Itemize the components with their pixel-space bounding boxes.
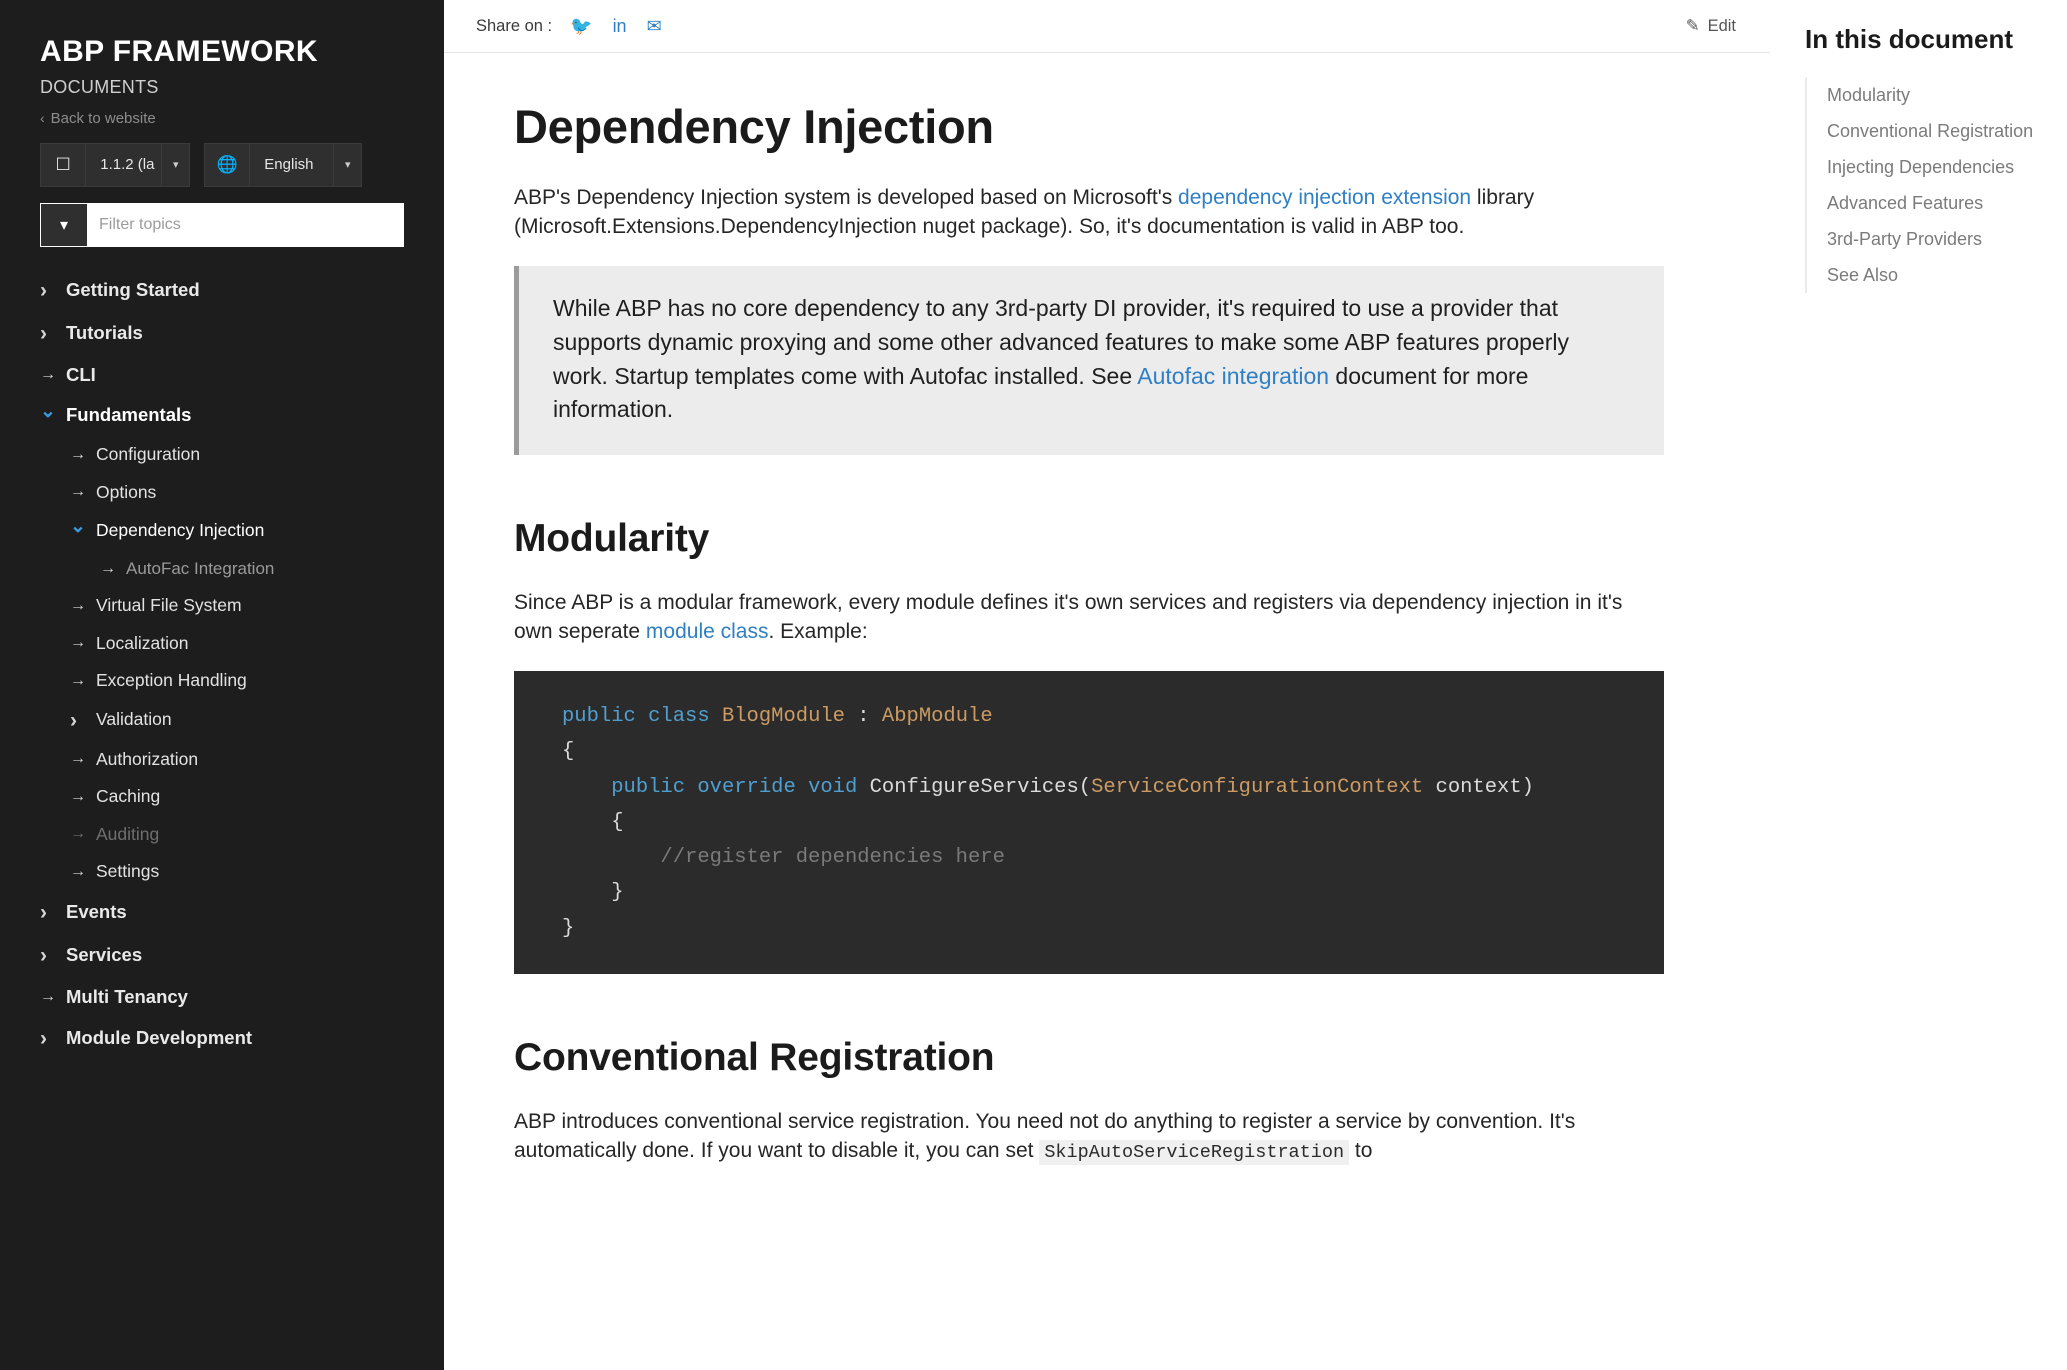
sidebar-item-label: Tutorials <box>66 321 143 343</box>
document-body <box>444 53 1734 1166</box>
arrow-right-icon <box>100 561 126 577</box>
sidebar-item-label: Services <box>66 943 143 965</box>
arrow-right-icon <box>70 789 96 805</box>
code-block-blogmodule <box>514 671 1664 974</box>
code-keyword-class: class <box>648 705 710 729</box>
inline-code-skipautoserviceregistration: SkipAutoServiceRegistration <box>1039 1140 1349 1165</box>
sidebar-item-label: Dependency Injection <box>96 519 265 540</box>
conventional-part2: to <box>1349 1138 1373 1162</box>
toc-item-modularity[interactable]: Modularity <box>1827 85 1911 105</box>
code-paren-open: ( <box>1078 775 1092 799</box>
linkedin-icon[interactable]: in <box>612 16 627 36</box>
sidebar-item-label: Options <box>96 481 157 502</box>
code-brace-close-method: } <box>611 881 624 905</box>
language-selector-value: English <box>264 156 314 173</box>
arrow-right-icon <box>70 751 96 767</box>
arrow-right-icon <box>70 864 96 880</box>
sidebar-item-localization[interactable] <box>0 625 444 663</box>
back-to-website-label: Back to website <box>50 109 156 127</box>
brand-title: ABP FRAMEWORK <box>40 35 318 68</box>
arrow-right-icon <box>70 673 96 689</box>
note-part1: While ABP has no core dependency to any 3rd-party DI provider, it's required to use a provider that supports dynamic proxying and some other advanced features to make some ABP features properly work. Startup templates come with Autofac installed. See <box>553 294 1569 389</box>
document-scroll-area[interactable] <box>444 53 1770 1370</box>
toc-item-injecting-dependencies[interactable]: Injecting Dependencies <box>1827 157 2015 177</box>
edit-label: Edit <box>1707 16 1736 35</box>
chevron-down-icon <box>40 406 66 425</box>
chevron-down-icon: ▾ <box>161 144 189 186</box>
chevron-down-icon: ▾ <box>333 144 361 186</box>
sidebar-item-tutorials[interactable] <box>0 312 444 355</box>
chevron-right-icon <box>70 710 96 731</box>
sidebar-item-dependency-injection[interactable] <box>0 511 444 550</box>
code-param-type: ServiceConfigurationContext <box>1091 775 1424 799</box>
sidebar-item-label: Validation <box>96 709 172 730</box>
sidebar-item-validation[interactable] <box>0 700 444 741</box>
modularity-part1: Since ABP is a modular framework, every module defines it's own services and registers via dependency injection in it's own seperate <box>514 591 1623 644</box>
selectors <box>0 127 444 187</box>
sidebar-item-label: Configuration <box>96 444 201 464</box>
sidebar-item-label: CLI <box>66 363 96 385</box>
sidebar-item-virtual-file-system[interactable] <box>0 587 444 625</box>
sidebar-item-autofac-integration[interactable] <box>0 550 444 587</box>
toc-title: In this document <box>1805 24 2013 54</box>
sidebar-item-authorization[interactable] <box>0 741 444 779</box>
code-brace-close-class: } <box>562 916 575 940</box>
share-label: Share on : <box>476 16 553 35</box>
sidebar-item-label: Multi Tenancy <box>66 985 188 1007</box>
filter-topics-input[interactable] <box>87 204 403 246</box>
table-of-contents <box>1770 0 2067 1370</box>
chevron-right-icon <box>40 280 66 301</box>
arrow-right-icon <box>40 367 66 383</box>
chevron-left-icon: ‹ <box>40 110 45 126</box>
code-keyword-void: void <box>808 775 858 799</box>
globe-icon: 🌐 <box>205 144 250 186</box>
twitter-icon[interactable]: 🐦 <box>570 16 593 36</box>
toc-item-conventional-registration[interactable]: Conventional Registration <box>1827 121 2034 141</box>
sidebar-item-settings[interactable] <box>0 853 444 891</box>
chevron-right-icon <box>40 902 66 923</box>
note-text <box>553 292 1630 427</box>
toc-list <box>1805 77 2041 293</box>
chevron-right-icon <box>40 1028 66 1049</box>
conventional-part1: ABP introduces conventional service registration. You need not do anything to register a service by convention. It's automatically done. If you want to disable it, you can set <box>514 1109 1576 1162</box>
code-comment: //register dependencies here <box>660 846 1005 870</box>
edit-icon: ✎ <box>1685 17 1700 35</box>
sidebar-item-label: Getting Started <box>66 278 200 300</box>
sidebar-item-label: Authorization <box>96 748 199 769</box>
chevron-down-icon <box>70 521 96 540</box>
code-type-blogmodule: BlogModule <box>721 705 845 729</box>
sidebar-item-events[interactable] <box>0 891 444 934</box>
module-class-link[interactable]: module class <box>645 620 769 644</box>
arrow-right-icon <box>70 826 96 842</box>
intro-paragraph <box>514 184 1664 242</box>
sidebar <box>0 0 444 1370</box>
sidebar-item-module-development[interactable] <box>0 1017 444 1060</box>
sidebar-item-services[interactable] <box>0 934 444 977</box>
sidebar-item-getting-started[interactable] <box>0 269 444 312</box>
dependency-injection-extension-link[interactable]: dependency injection extension <box>1178 186 1472 209</box>
code-base-type: AbpModule <box>881 705 993 729</box>
modularity-paragraph <box>514 589 1664 647</box>
code-method-name: ConfigureServices <box>869 775 1079 799</box>
sidebar-nav <box>0 269 444 1081</box>
sidebar-item-label: Exception Handling <box>96 670 247 690</box>
code-colon: : <box>857 705 870 729</box>
email-icon[interactable]: ✉ <box>646 16 662 36</box>
arrow-right-icon <box>70 484 96 500</box>
code-keyword-public-2: public <box>611 775 686 799</box>
chevron-right-icon <box>40 945 66 966</box>
sidebar-item-label: Localization <box>96 632 189 653</box>
code-paren-close: ) <box>1521 775 1534 799</box>
page-title: Dependency Injection <box>514 100 994 153</box>
sidebar-item-label: Caching <box>96 786 161 806</box>
arrow-right-icon <box>40 989 66 1005</box>
autofac-integration-link[interactable]: Autofac integration <box>1137 362 1330 389</box>
arrow-right-icon <box>70 635 96 651</box>
code-keyword-override: override <box>697 775 796 799</box>
code-brace-open-class: { <box>562 740 575 764</box>
conventional-paragraph <box>514 1108 1664 1166</box>
back-to-website-link[interactable] <box>40 110 404 127</box>
share-icon-group <box>570 17 662 35</box>
code-param-name: context <box>1435 775 1522 799</box>
toc-item-advanced-features[interactable]: Advanced Features <box>1827 193 1984 213</box>
sidebar-item-label: Fundamentals <box>66 404 192 426</box>
sidebar-item-cli[interactable] <box>0 355 444 396</box>
version-selector[interactable] <box>40 143 190 187</box>
main-content <box>444 0 1770 1370</box>
checkbox-icon: ☐ <box>41 144 86 186</box>
sidebar-item-label: Auditing <box>96 823 160 844</box>
note-blockquote <box>514 266 1664 455</box>
sidebar-item-multi-tenancy[interactable] <box>0 977 444 1018</box>
sidebar-item-label: Virtual File System <box>96 595 242 615</box>
intro-text-part1: ABP's Dependency Injection system is developed based on Microsoft's <box>514 186 1179 209</box>
sidebar-item-label: Events <box>66 900 127 922</box>
sidebar-item-caching[interactable] <box>0 778 444 816</box>
sidebar-item-label: Module Development <box>66 1027 253 1049</box>
sidebar-item-label: AutoFac Integration <box>126 559 275 578</box>
brand <box>0 0 444 127</box>
share-bar <box>444 0 1770 53</box>
sidebar-item-fundamentals[interactable] <box>0 395 444 436</box>
sidebar-item-options[interactable] <box>0 474 444 512</box>
note-part2: document for more information. <box>553 362 1529 423</box>
filter-icon[interactable]: ▾ <box>41 204 87 246</box>
toc-item-see-also[interactable]: See Also <box>1827 265 1899 285</box>
sidebar-item-exception-handling[interactable] <box>0 662 444 700</box>
version-selector-value: 1.1.2 (la <box>100 156 155 173</box>
toc-item-3rd-party-providers[interactable]: 3rd-Party Providers <box>1827 229 1983 249</box>
arrow-right-icon <box>70 447 96 463</box>
intro-text-part2: library (Microsoft.Extensions.DependencyInjection nuget package). So, it's documentation is valid in ABP too. <box>514 186 1535 238</box>
sidebar-item-auditing[interactable] <box>0 816 444 854</box>
sidebar-item-configuration[interactable] <box>0 436 444 474</box>
code-keyword-public: public <box>562 705 636 729</box>
language-selector[interactable] <box>204 143 362 187</box>
sidebar-item-label: Settings <box>96 861 160 881</box>
code-brace-open-method: { <box>611 810 624 834</box>
filter-topics-row <box>40 203 404 247</box>
edit-link[interactable] <box>1686 16 1736 36</box>
arrow-right-icon <box>70 598 96 614</box>
modularity-part2: . Example: <box>768 620 868 644</box>
section-heading-conventional-registration: Conventional Registration <box>514 1035 995 1079</box>
section-heading-modularity: Modularity <box>514 517 710 561</box>
chevron-right-icon <box>40 323 66 344</box>
brand-subtitle: DOCUMENTS <box>40 76 159 97</box>
